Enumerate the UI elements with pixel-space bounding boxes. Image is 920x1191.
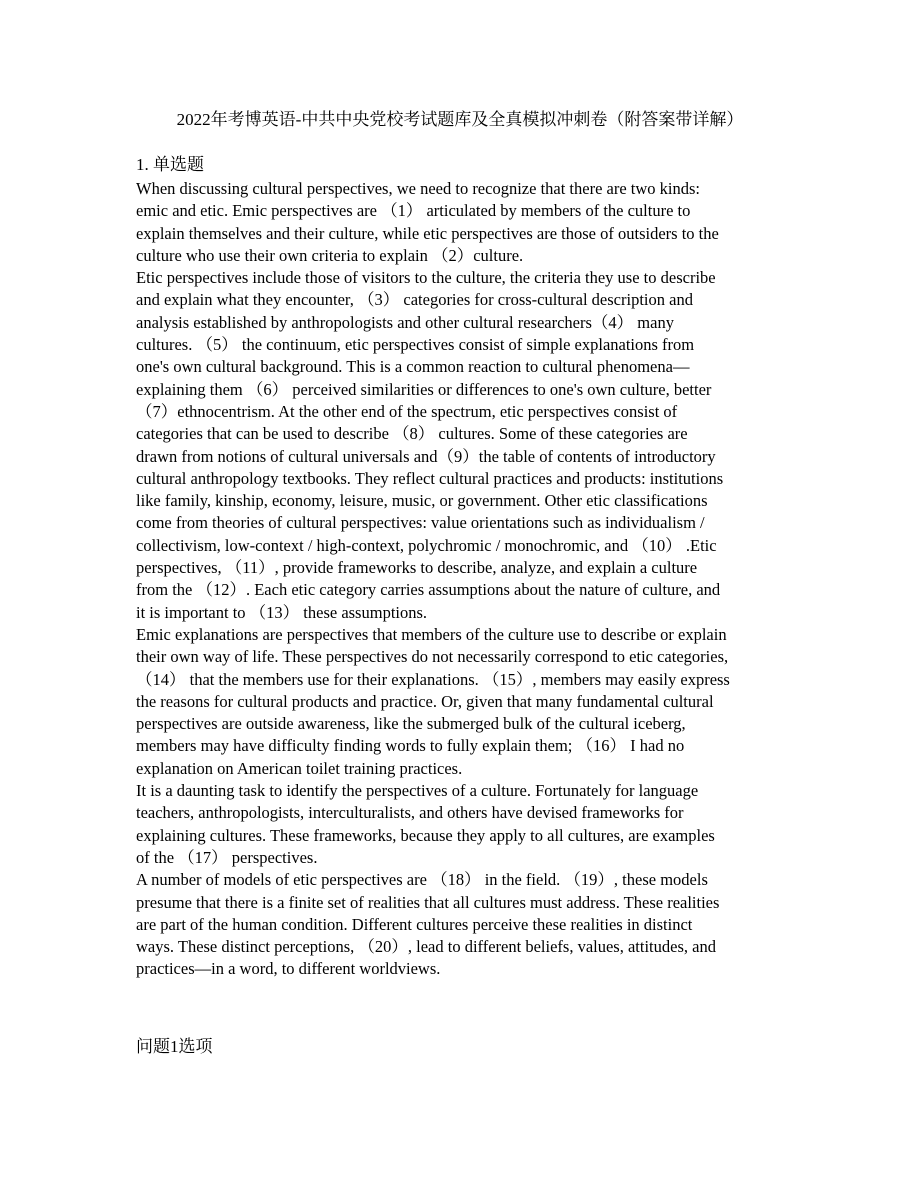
passage-line: presume that there is a finite set of realities that all cultures must address. These realities — [136, 892, 720, 912]
passage-line: （7）ethnocentrism. At the other end of the spectrum, etic perspectives consist of — [136, 401, 678, 421]
passage-line: the reasons for cultural products and practice. Or, given that many fundamental cultural — [136, 691, 714, 711]
passage-line: collectivism, low-context / high-context, polychromic / monochromic, and （10） .Etic — [136, 535, 717, 555]
passage-line: teachers, anthropologists, interculturalists, and others have devised frameworks for — [136, 803, 684, 823]
passage-line: from the （12）. Each etic category carries assumptions about the nature of culture, and — [136, 580, 721, 600]
passage-line: members may have difficulty finding words to fully explain them; （16） I had no — [136, 736, 685, 756]
passage-line: explaining cultures. These frameworks, because they apply to all cultures, are examples — [136, 825, 715, 845]
passage-line: culture who use their own criteria to explain （2）culture. — [136, 245, 524, 265]
passage-line: drawn from notions of cultural universals and（9）the table of contents of introductory — [136, 446, 716, 466]
passage-line: explain themselves and their culture, while etic perspectives are those of outsiders to the — [136, 223, 719, 243]
passage-line: come from theories of cultural perspectives: value orientations such as individualism / — [136, 513, 705, 533]
passage-line: explaining them （6） perceived similarities or differences to one's own culture, better — [136, 379, 712, 399]
passage-line: Emic explanations are perspectives that members of the culture use to describe or explain — [136, 624, 727, 644]
passage-line: of the （17） perspectives. — [136, 847, 318, 867]
passage-line: practices—in a word, to different worldviews. — [136, 959, 441, 979]
passage-line: cultural anthropology textbooks. They reflect cultural practices and products: institutions — [136, 468, 724, 488]
section-heading: 1. 单选题 — [136, 155, 204, 174]
passage-line: perspectives are outside awareness, like the submerged bulk of the cultural iceberg, — [136, 714, 686, 734]
passage-line: are part of the human condition. Different cultures perceive these realities in distinct — [136, 914, 693, 934]
page-title: 2022年考博英语-中共中央党校考试题库及全真模拟冲刺卷（附答案带详解） — [176, 110, 744, 129]
passage-line: their own way of life. These perspectives do not necessarily correspond to etic categories, — [136, 647, 729, 667]
passage-line: （14） that the members use for their explanations. （15）, members may easily express — [136, 669, 730, 689]
passage-line: explanation on American toilet training practices. — [136, 758, 463, 778]
passage-line: categories that can be used to describe （8） cultures. Some of these categories are — [136, 424, 688, 444]
passage-line: emic and etic. Emic perspectives are （1） articulated by members of the culture to — [136, 201, 691, 221]
passage-line: and explain what they encounter, （3） categories for cross-cultural description and — [136, 290, 693, 310]
passage-line: analysis established by anthropologists and other cultural researchers（4） many — [136, 312, 674, 332]
passage-line: it is important to （13） these assumptions. — [136, 602, 428, 622]
question-options-label: 问题1选项 — [136, 1037, 213, 1056]
reading-passage — [136, 178, 788, 981]
passage-line: like family, kinship, economy, leisure, music, or government. Other etic classifications — [136, 491, 708, 511]
passage-line: A number of models of etic perspectives are （18） in the field. （19）, these models — [136, 870, 708, 890]
passage-line: Etic perspectives include those of visitors to the culture, the criteria they use to describe — [136, 268, 716, 288]
passage-line: one's own cultural background. This is a common reaction to cultural phenomena— — [136, 357, 690, 377]
passage-line: It is a daunting task to identify the perspectives of a culture. Fortunately for language — [136, 781, 699, 801]
passage-line: ways. These distinct perceptions, （20）, lead to different beliefs, values, attitudes, and — [136, 937, 716, 957]
passage-line: perspectives, （11）, provide frameworks to describe, analyze, and explain a culture — [136, 558, 698, 578]
passage-line: When discussing cultural perspectives, we need to recognize that there are two kinds: — [136, 179, 701, 198]
passage-line: cultures. （5） the continuum, etic perspectives consist of simple explanations from — [136, 335, 695, 355]
